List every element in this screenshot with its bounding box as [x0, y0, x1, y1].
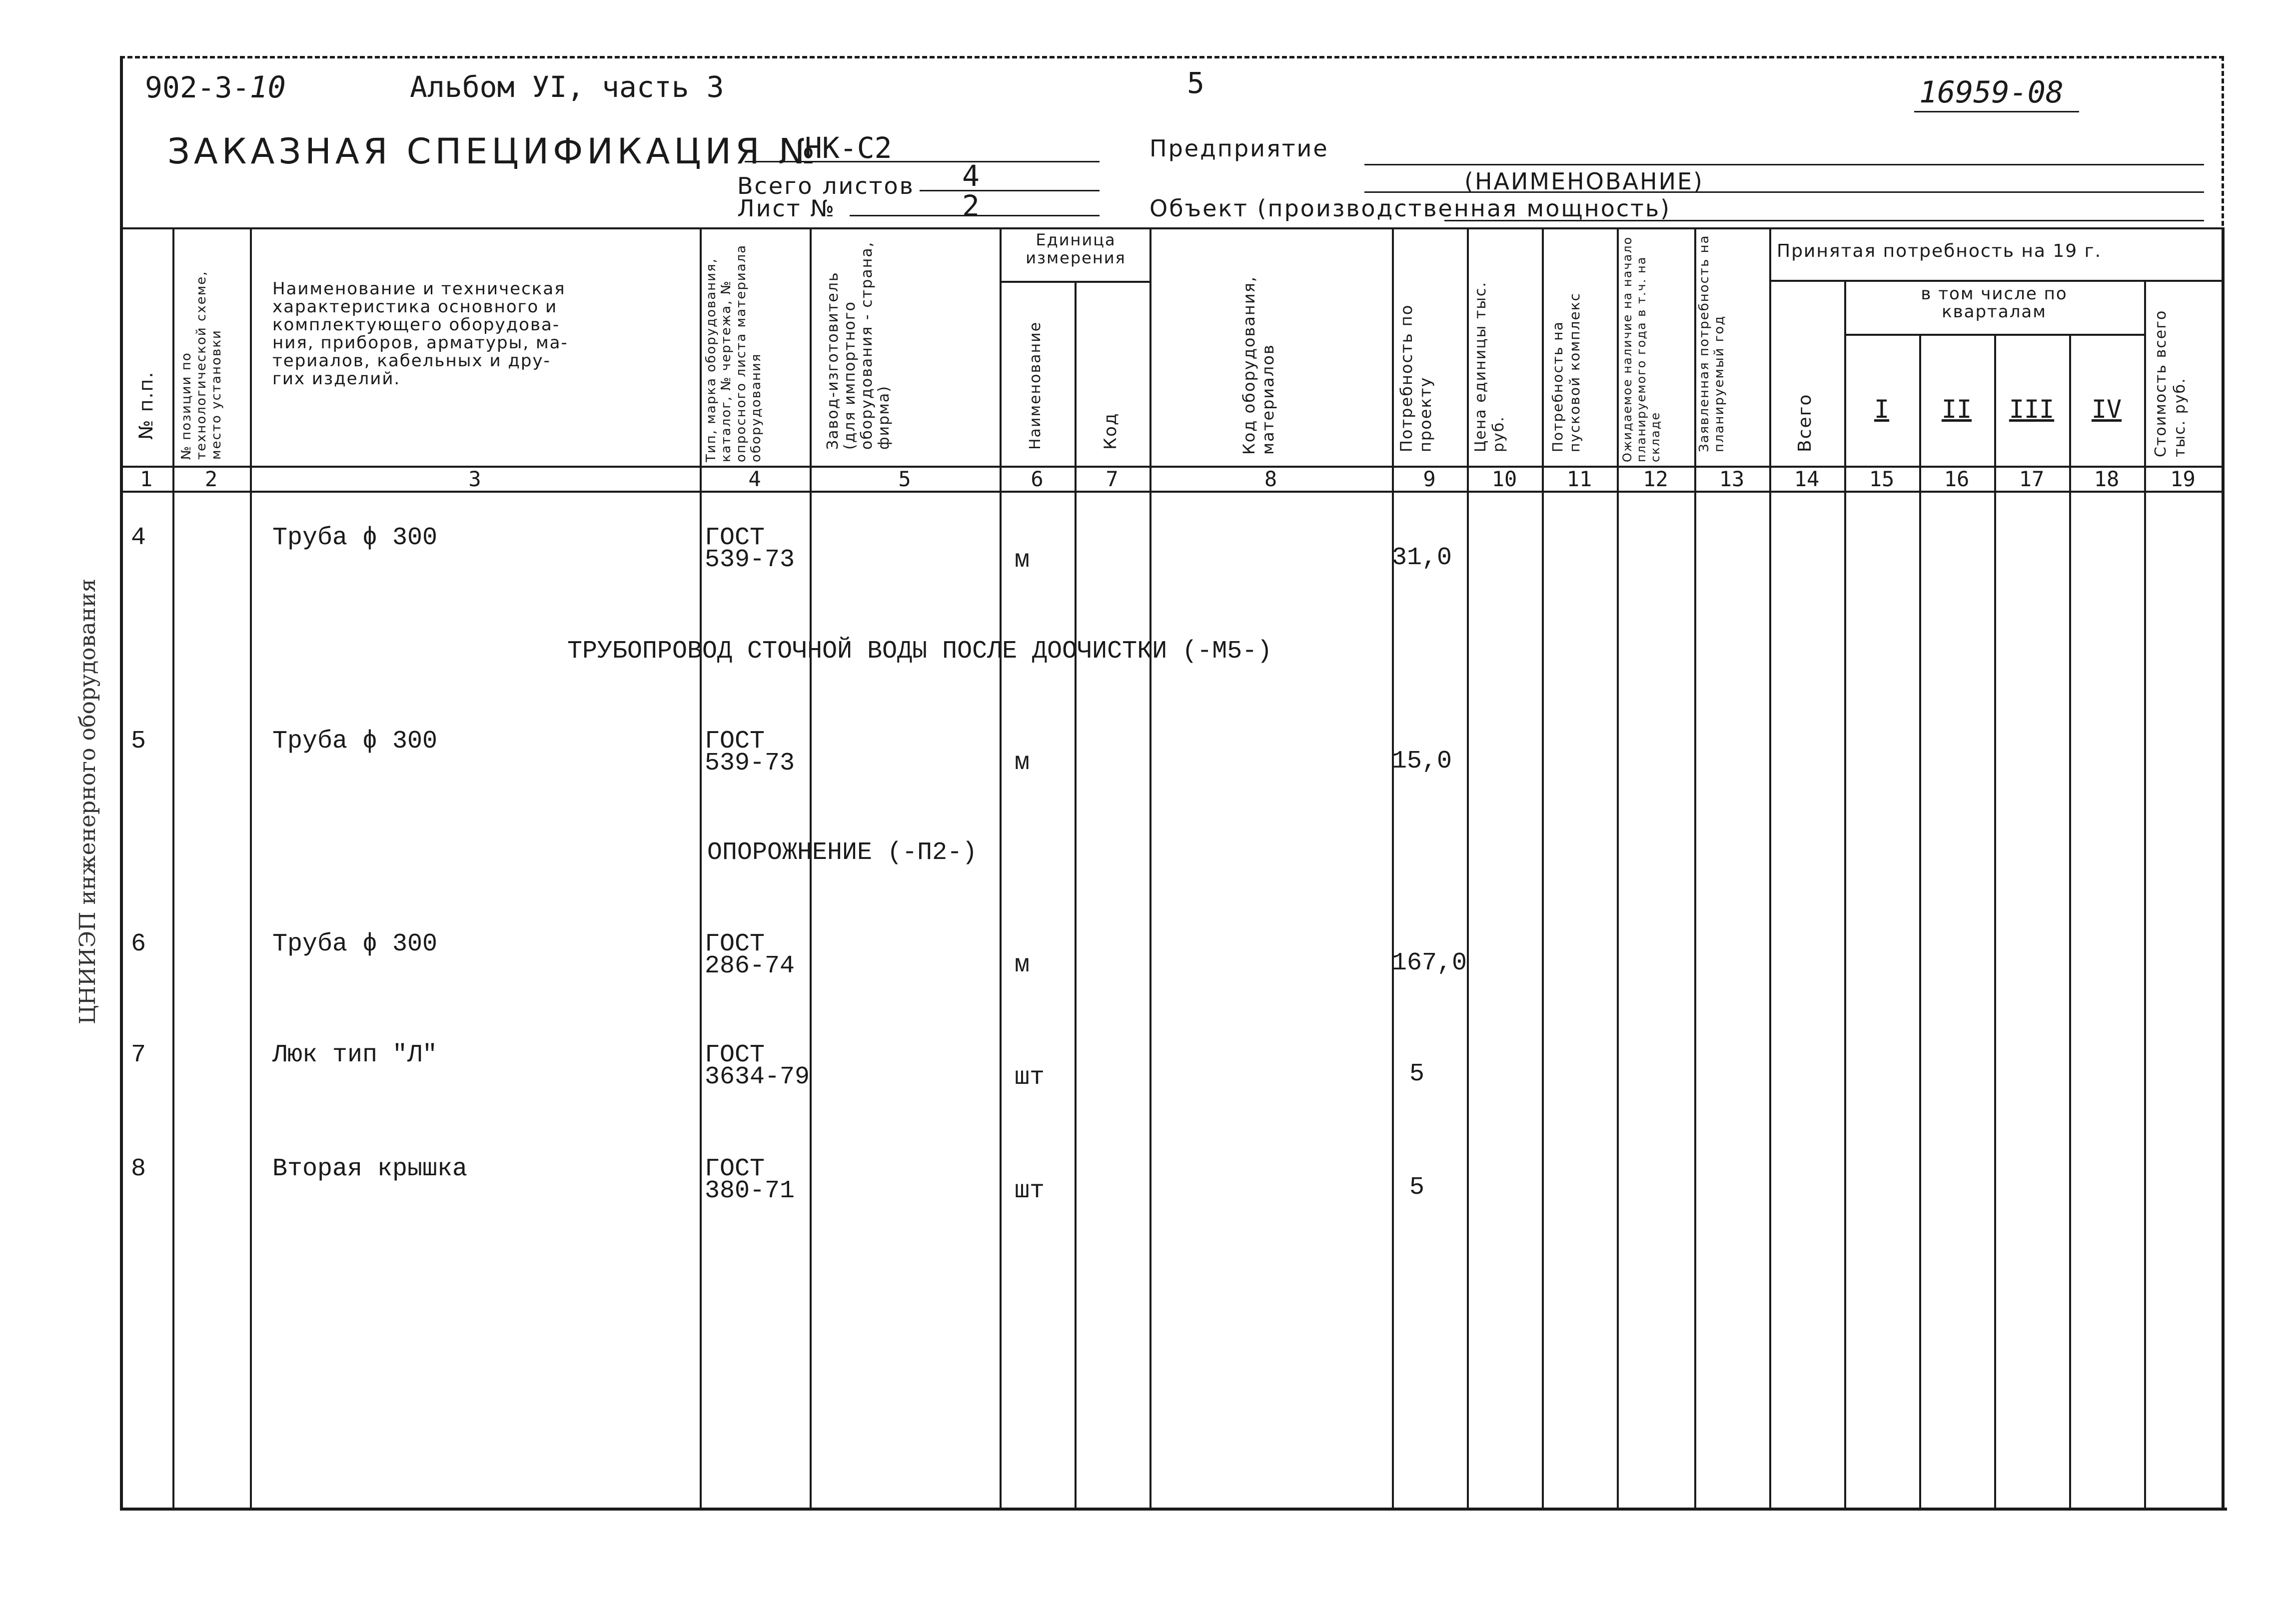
- row-5-unit: м: [1015, 749, 1030, 777]
- doc-code: 902-3-10: [145, 70, 286, 105]
- col-head-4: Тип, марка оборудования, каталог, № чертежа, № опросного листа материала оборудования: [704, 244, 764, 462]
- section-heading-sewage: ТРУБОПРОВОД СТОЧНОЙ ВОДЫ ПОСЛЕ ДООЧИСТКИ (-М5-): [567, 637, 1272, 666]
- col-divider-6: [1075, 281, 1077, 1508]
- col-head-2: № позиции по технологической схеме, место установки: [179, 270, 224, 460]
- col-number-6: 6: [1031, 467, 1044, 491]
- col-divider-15: [1919, 334, 1921, 1508]
- order-number-underline: [1914, 111, 2079, 112]
- col-number-14: 14: [1794, 467, 1820, 491]
- col-head-19: Стоимость всего тыс. руб.: [2152, 309, 2189, 457]
- object-label: Объект (производственная мощность): [1149, 195, 1671, 222]
- col-number-12: 12: [1643, 467, 1668, 491]
- total-sheets-underline: [920, 190, 1100, 191]
- row-5-qty: 15,0: [1392, 747, 1452, 776]
- col-divider-9: [1467, 227, 1469, 1508]
- col-head-q3: III: [2009, 395, 2055, 424]
- col-head-10: Цена единицы тыс. руб.: [1472, 281, 1507, 452]
- col-divider-14: [1844, 280, 1846, 1508]
- row-7-pos: 7: [131, 1041, 146, 1069]
- col-number-8: 8: [1264, 467, 1277, 491]
- total-sheets-value: 4: [962, 159, 980, 193]
- spec-number-underline: [745, 161, 1100, 162]
- row-7-name: Люк тип "Л": [272, 1041, 438, 1069]
- object-underline: [1444, 220, 2204, 221]
- col-divider-11: [1617, 227, 1619, 1508]
- row-5-name: Труба ϕ 300: [272, 727, 438, 756]
- col-head-13: Заявленная потребность на планируемый год: [1697, 234, 1727, 452]
- row-4-gost: ГОСТ 539-73: [705, 524, 795, 574]
- table-top-border: [120, 227, 2224, 229]
- row-6-qty: 167,0: [1392, 949, 1467, 977]
- name-underline: [1364, 191, 2204, 193]
- col-divider-5: [1000, 227, 1002, 1508]
- col-head-1: № п.п.: [135, 371, 157, 440]
- col-divider-4: [810, 227, 812, 1508]
- row-8-pos: 8: [131, 1155, 146, 1183]
- col-head-7: Код: [1101, 412, 1121, 450]
- col-head-14: Всего: [1795, 393, 1815, 452]
- col-head-3: Наименование и техническая характеристика основного и комплектующего оборудова- ния, приборов, арматуры, ма- териалов, кабельных и дру- гих изделий.: [272, 279, 568, 389]
- row-5-gost: ГОСТ 539-73: [705, 727, 795, 778]
- row-7-unit: шт: [1015, 1063, 1045, 1092]
- col-head-9: Потребность по проекту: [1397, 304, 1435, 452]
- col-number-19: 19: [2170, 467, 2196, 491]
- col-head-11: Потребность на пусковой комплекс: [1549, 292, 1583, 452]
- col-divider-1: [172, 227, 174, 1508]
- sheet-number: 2: [962, 189, 980, 223]
- total-sheets-label: Всего листов: [737, 172, 915, 199]
- row-8-gost: ГОСТ 380-71: [705, 1155, 795, 1205]
- page-number: 5: [1187, 66, 1204, 100]
- quarter-group-heading: в том числе по кварталам: [1921, 284, 2068, 322]
- enterprise-label: Предприятие: [1149, 135, 1329, 162]
- col-number-16: 16: [1944, 467, 1970, 491]
- col-head-q4: IV: [2091, 395, 2122, 424]
- table-right-border: [2222, 227, 2225, 1508]
- row-6-pos: 6: [131, 930, 146, 958]
- sheet-frame: [120, 56, 2227, 1511]
- col-divider-18: [2144, 280, 2146, 1508]
- row-6-name: Труба ϕ 300: [272, 930, 438, 958]
- col-divider-10: [1542, 227, 1544, 1508]
- row-7-qty: 5: [1409, 1060, 1425, 1088]
- row-4-unit: м: [1015, 546, 1030, 575]
- row-5-pos: 5: [131, 727, 146, 756]
- col-number-2: 2: [204, 467, 218, 491]
- col-number-10: 10: [1491, 467, 1517, 491]
- spec-title: ЗАКАЗНАЯ СПЕЦИФИКАЦИЯ №: [167, 131, 819, 172]
- col-divider-3: [700, 227, 702, 1508]
- col-divider-2: [250, 227, 252, 1508]
- col-number-4: 4: [748, 467, 761, 491]
- side-stamp: ЦНИИЭП инженерного оборудования: [75, 578, 100, 1024]
- row-6-gost: ГОСТ 286-74: [705, 930, 795, 980]
- row-4-qty: 31,0: [1392, 544, 1452, 572]
- col-divider-12: [1694, 227, 1696, 1508]
- sheet-number-underline: [850, 215, 1100, 216]
- row-4-pos: 4: [131, 524, 146, 552]
- col-head-5: Завод-изготовитель (для импортного оборудования - страна, фирма): [824, 241, 893, 450]
- frame-top-dashed: [120, 56, 2224, 58]
- row-7-gost: ГОСТ 3634-79: [705, 1041, 810, 1091]
- row-8-unit: шт: [1015, 1177, 1045, 1205]
- enterprise-underline: [1364, 164, 2204, 165]
- row-6-unit: м: [1015, 951, 1030, 979]
- unit-group-heading: Единица измерения: [1026, 230, 1126, 267]
- col-divider-13: [1769, 227, 1771, 1508]
- col-number-3: 3: [468, 467, 481, 491]
- row-8-qty: 5: [1409, 1173, 1425, 1202]
- col-head-8: Код оборудования, материалов: [1239, 275, 1277, 455]
- col-number-15: 15: [1869, 467, 1895, 491]
- name-hint: (НАИМЕНОВАНИЕ): [1464, 168, 1704, 195]
- row-4-name: Труба ϕ 300: [272, 524, 438, 552]
- accepted-group-heading: Принятая потребность на 19 г.: [1777, 241, 2102, 261]
- order-number: 16959-08: [1919, 75, 2064, 110]
- col-head-12: Ожидаемое наличие на начало планируемого года в т.ч. на складе: [1620, 236, 1662, 462]
- row-8-name: Вторая крышка: [272, 1155, 468, 1183]
- col-number-5: 5: [898, 467, 911, 491]
- col-head-q1: I: [1874, 395, 1890, 424]
- col-divider-16: [1994, 334, 1996, 1508]
- sheet-label: Лист №: [737, 195, 836, 222]
- col-divider-8: [1392, 227, 1394, 1508]
- col-number-17: 17: [2019, 467, 2045, 491]
- col-head-6: Наименование: [1027, 321, 1044, 450]
- col-number-9: 9: [1423, 467, 1436, 491]
- col-head-q2: II: [1941, 395, 1972, 424]
- col-number-13: 13: [1719, 467, 1745, 491]
- col-divider-7: [1149, 227, 1151, 1508]
- col-number-18: 18: [2094, 467, 2120, 491]
- col-number-11: 11: [1566, 467, 1592, 491]
- album-label: Альбом УI, часть 3: [410, 70, 724, 104]
- col-number-1: 1: [139, 467, 153, 491]
- col-divider-17: [2069, 334, 2071, 1508]
- spec-number: НК-С2: [805, 131, 892, 165]
- col-number-7: 7: [1106, 467, 1119, 491]
- section-heading-drain: ОПОРОЖНЕНИЕ (-П2-): [707, 838, 978, 867]
